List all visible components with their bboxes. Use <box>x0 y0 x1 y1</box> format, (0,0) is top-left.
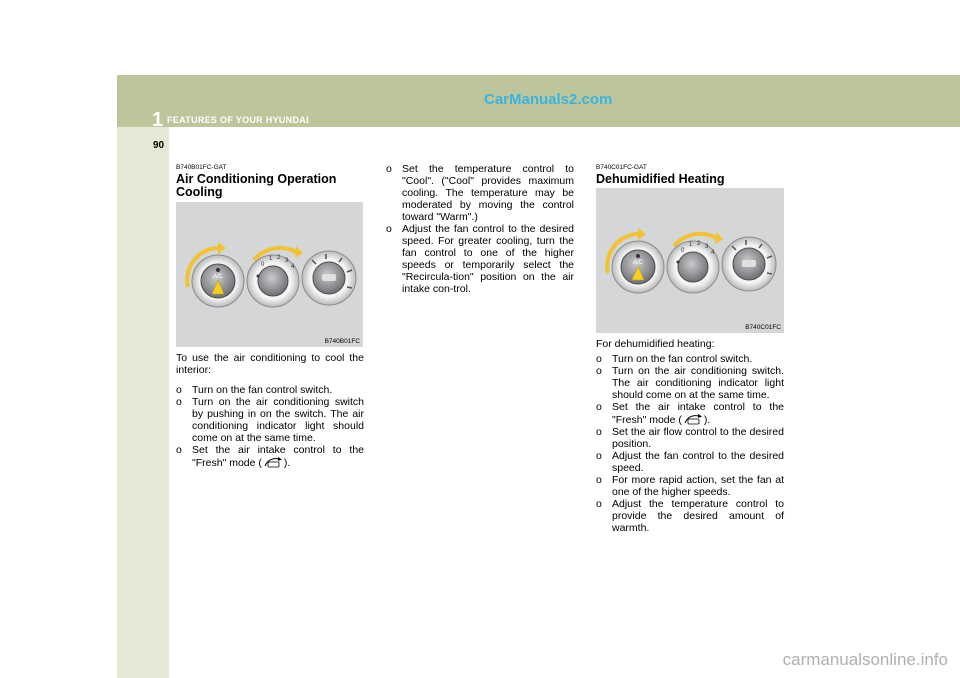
list-item: o Adjust the temperature control to provide the desired amount of warmth. <box>596 498 784 534</box>
list-item: o Adjust the fan control to the desired speed. For greater cooling, turn the fan control to one of the higher speeds or temporarily select the "Recircula-tion" position on the air intake con-trol. <box>386 223 574 295</box>
list-item: o Turn on the air conditioning switch by pushing in on the switch. The air conditioning indicator light should come on at the same time. <box>176 396 364 444</box>
footer-watermark[interactable]: carmanualsonline.info <box>782 650 948 669</box>
svg-text:0: 0 <box>681 248 685 254</box>
figure-dehumidified-controls <box>596 188 784 333</box>
svg-text:4: 4 <box>711 250 715 256</box>
heading-line-1: Air Conditioning Operation <box>176 172 337 186</box>
list-item: o Turn on the fan control switch. <box>596 353 753 365</box>
control-panel-illustration <box>596 188 784 333</box>
fresh-air-mode-icon <box>263 456 283 468</box>
list-item: o For more rapid action, set the fan at one of the higher speeds. <box>596 474 784 498</box>
svg-text:0: 0 <box>261 262 265 268</box>
svg-text:4: 4 <box>291 264 295 270</box>
list-item: o Turn on the fan control switch. <box>176 384 333 396</box>
heading-ac-cooling <box>176 173 376 199</box>
dehumidified-intro: For dehumidified heating: <box>596 338 715 350</box>
svg-text:2: 2 <box>697 241 701 247</box>
figure-code-dehumidified: B740C01FC <box>745 324 781 331</box>
list-item: o Adjust the fan control to the desired speed. <box>596 450 784 474</box>
svg-text:1: 1 <box>689 242 693 248</box>
list-item: o Set the air intake control to the "Fresh" mode ( ). <box>176 444 364 469</box>
svg-text:1: 1 <box>269 256 273 262</box>
fresh-air-mode-icon <box>683 413 703 425</box>
cooling-instructions <box>176 352 364 469</box>
list-item: o Set the air intake control to the "Fresh" mode ( ). <box>596 401 784 426</box>
list-item: o Set the air flow control to the desired position. <box>596 426 784 450</box>
section-code-dehumidified: B740C01FC-GAT <box>596 164 647 171</box>
figure-cooling-controls <box>176 202 363 347</box>
chapter-title: FEATURES OF YOUR HYUNDAI <box>167 115 309 125</box>
heading-dehumidified-heating: Dehumidified Heating <box>596 172 725 186</box>
dehumidified-steps-list <box>596 353 784 534</box>
ac-label: A/C <box>212 274 224 280</box>
chapter-number: 1 <box>152 109 164 131</box>
svg-text:A/C: A/C <box>632 260 644 266</box>
cooling-intro: To use the air conditioning to cool the interior: <box>176 352 364 376</box>
figure-code-cooling: B740B01FC <box>324 338 360 345</box>
header-watermark[interactable]: CarManuals2.com <box>484 91 613 108</box>
dehumidified-instructions <box>596 338 784 534</box>
list-item: o Set the temperature control to "Cool". ("Cool" provides maximum cooling. The temperature may be moderated by moving the control toward "Warm".) <box>386 163 574 223</box>
cooling-instructions-continued <box>386 163 574 295</box>
cooling-steps-list-continued <box>386 163 574 295</box>
svg-text:3: 3 <box>705 244 709 250</box>
page-number: 90 <box>153 140 165 151</box>
svg-text:3: 3 <box>285 258 289 264</box>
control-panel-illustration <box>176 202 363 347</box>
list-item: o Turn on the air conditioning switch. The air conditioning indicator light should come on at the same time. <box>596 365 784 401</box>
cooling-steps-list <box>176 384 364 469</box>
heading-line-2: Cooling <box>176 185 223 199</box>
side-margin-bar <box>117 127 169 678</box>
section-code-cooling: B740B01FC-GAT <box>176 164 227 171</box>
svg-text:2: 2 <box>277 255 281 261</box>
